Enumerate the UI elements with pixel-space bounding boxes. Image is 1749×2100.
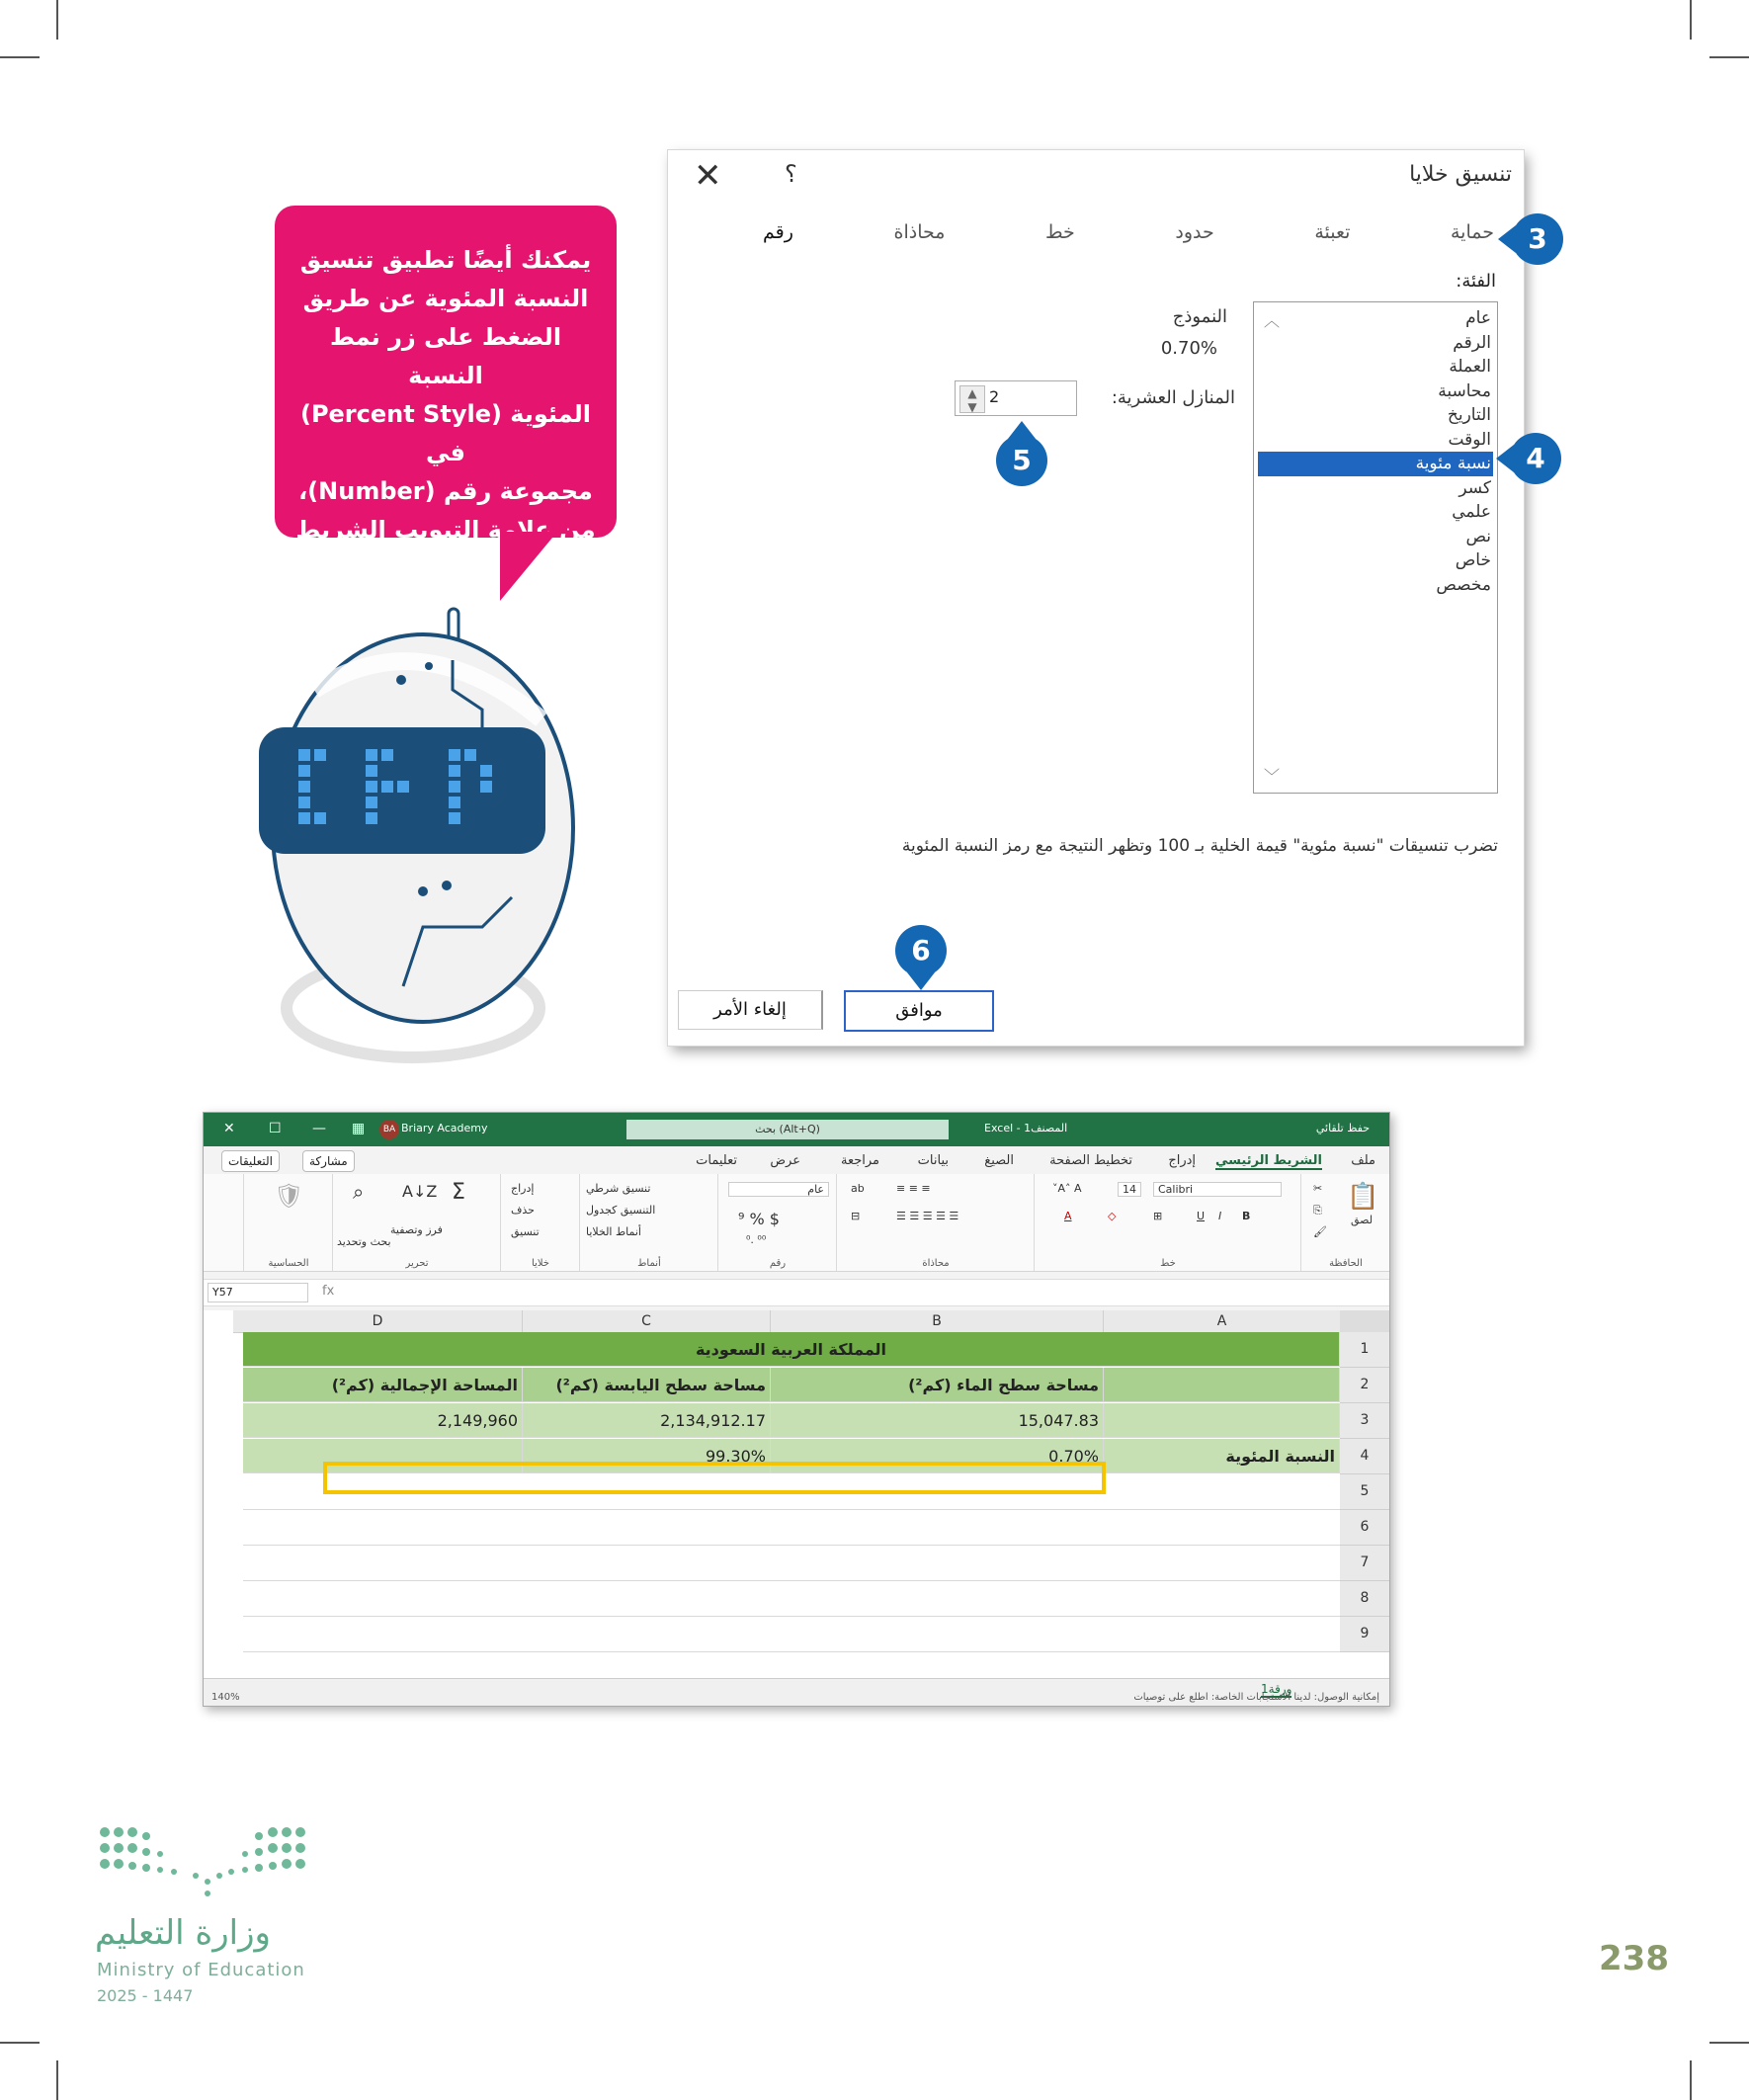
table-title-cell[interactable]: المملكة العربية السعودية — [243, 1332, 1340, 1367]
number-format-select[interactable]: عام — [728, 1182, 829, 1197]
group-label: تحرير — [405, 1258, 429, 1269]
category-item-selected[interactable]: نسبة مئوية — [1258, 452, 1493, 476]
format-painter-icon[interactable]: 🖌 — [1313, 1225, 1327, 1238]
group-label: الحساسية — [268, 1258, 309, 1269]
tab-fill[interactable]: تعبئة — [1314, 221, 1351, 243]
close-icon[interactable]: ✕ — [694, 156, 722, 196]
format-as-table-button[interactable]: التنسيق كجدول — [586, 1204, 656, 1217]
ministry-name-en: Ministry of Education — [97, 1960, 305, 1980]
cancel-button[interactable]: إلغاء الأمر — [678, 990, 823, 1030]
account-name[interactable]: Briary Academy — [401, 1122, 488, 1134]
header-cell[interactable]: المساحة الإجمالية (كم²) — [243, 1368, 523, 1402]
crop-mark — [1709, 2042, 1749, 2044]
category-item[interactable]: خاص — [1455, 550, 1491, 570]
tab-review[interactable]: مراجعة — [840, 1153, 879, 1168]
decimal-places-value: 2 — [989, 387, 1000, 406]
category-item[interactable]: التاريخ — [1447, 405, 1491, 425]
paste-label[interactable]: لصق — [1351, 1214, 1374, 1226]
tab-font[interactable]: خط — [1045, 221, 1075, 243]
academic-year: 2025 - 1447 — [97, 1986, 194, 2005]
row-header[interactable]: 3 — [1340, 1403, 1389, 1439]
sort-filter-icon[interactable]: A↓Z — [402, 1182, 438, 1201]
row-header[interactable]: 8 — [1340, 1581, 1389, 1617]
help-button[interactable]: ؟ — [785, 160, 797, 188]
group-label: أنماط — [637, 1258, 661, 1269]
step-badge-5: 5 — [996, 435, 1047, 486]
row-label-cell[interactable]: النسبة المئوية — [1104, 1439, 1340, 1473]
close-icon[interactable]: ✕ — [223, 1121, 235, 1136]
sample-value: 0.70% — [1160, 338, 1217, 359]
insert-cells-button[interactable]: إدراج — [511, 1182, 535, 1195]
paste-icon[interactable]: 📋 — [1347, 1182, 1379, 1212]
category-item[interactable]: محاسبة — [1438, 380, 1491, 401]
crop-mark — [1690, 2060, 1692, 2100]
data-cell[interactable]: 2,149,960 — [243, 1403, 523, 1438]
header-cell[interactable]: مساحة سطح اليابسة (كم²) — [523, 1368, 771, 1402]
category-item[interactable]: الرقم — [1453, 332, 1491, 353]
step-badge-3: 3 — [1512, 213, 1563, 265]
group-label: محاذاة — [922, 1258, 950, 1269]
merge-icon[interactable]: ⊟ — [851, 1210, 861, 1222]
group-label: رقم — [769, 1258, 787, 1269]
font-grow-icon[interactable]: A˄ A˅ — [1052, 1182, 1082, 1195]
tab-home[interactable]: الشريط الرئيسي — [1215, 1153, 1322, 1168]
tab-border[interactable]: حدود — [1175, 221, 1214, 243]
tab-formulas[interactable]: الصيغ — [984, 1153, 1014, 1168]
percent-cell[interactable]: 99.30% — [523, 1439, 771, 1473]
decimal-icon[interactable]: ⁰⁰ .⁰ — [746, 1233, 767, 1246]
font-name-select[interactable]: Calibri — [1153, 1182, 1282, 1197]
crop-mark — [56, 2060, 58, 2100]
tab-view[interactable]: عرض — [770, 1153, 800, 1168]
row-header[interactable]: 2 — [1340, 1368, 1389, 1403]
robot-illustration — [255, 601, 575, 1077]
excel-title-bar — [204, 1113, 1389, 1146]
tab-number[interactable]: رقم — [763, 221, 793, 243]
group-label: خلايا — [532, 1258, 549, 1269]
chevron-down-icon[interactable]: ﹀ — [1264, 767, 1281, 786]
crop-mark — [1709, 56, 1749, 58]
column-header[interactable]: D — [233, 1310, 523, 1333]
group-editing — [332, 1174, 501, 1271]
column-header[interactable]: B — [771, 1310, 1104, 1333]
ministry-name-ar: وزارة التعليم — [95, 1913, 271, 1953]
group-number — [717, 1174, 837, 1271]
group-styles — [579, 1174, 718, 1271]
tab-file[interactable]: ملف — [1351, 1153, 1375, 1168]
header-cell[interactable]: مساحة سطح الماء (كم²) — [771, 1368, 1104, 1402]
row-header[interactable]: 9 — [1340, 1617, 1389, 1652]
sheet-tab[interactable]: ورقة1 — [1261, 1682, 1292, 1696]
selection-outline — [323, 1462, 1106, 1494]
tab-help[interactable]: تعليمات — [696, 1153, 737, 1168]
avatar[interactable]: BA — [379, 1120, 399, 1139]
category-list[interactable] — [1253, 301, 1498, 794]
font-size-select[interactable]: 14 — [1118, 1182, 1141, 1197]
dialog-tabs — [753, 221, 1504, 257]
group-label: الحافظة — [1329, 1258, 1363, 1269]
group-label: خط — [1160, 1258, 1176, 1269]
search-input[interactable]: بحث (Alt+Q) — [626, 1120, 949, 1139]
category-item[interactable]: علمي — [1452, 502, 1491, 522]
italic-button[interactable]: I — [1218, 1210, 1222, 1222]
spinner-icon[interactable]: ▲ ▼ — [959, 385, 985, 413]
find-select-button[interactable]: بحث وتحديد — [337, 1235, 391, 1248]
crop-mark — [0, 2042, 40, 2044]
comments-button[interactable]: التعليقات — [221, 1150, 280, 1172]
spreadsheet-grid — [204, 1310, 1389, 1678]
borders-icon[interactable]: ⊞ — [1153, 1210, 1163, 1222]
row-header[interactable]: 1 — [1340, 1332, 1389, 1368]
group-sensitivity — [243, 1174, 333, 1271]
format-cells-button[interactable]: تنسيق — [511, 1225, 540, 1238]
crop-mark — [1690, 0, 1692, 40]
tab-data[interactable]: بيانات — [917, 1153, 949, 1168]
row-header[interactable]: 7 — [1340, 1546, 1389, 1581]
fill-color-icon[interactable]: ◇ — [1108, 1210, 1117, 1222]
tab-protection[interactable]: حماية — [1451, 221, 1494, 243]
category-item[interactable]: مخصص — [1436, 574, 1491, 595]
align-text-icon[interactable]: ☰ ☰ ☰ ☰ ☰ — [896, 1210, 959, 1222]
dialog-title: تنسيق خلايا — [1409, 162, 1512, 187]
ministry-logo-dots — [97, 1818, 308, 1899]
cell-styles-button[interactable]: أنماط الخلايا — [586, 1225, 641, 1238]
column-header[interactable]: C — [523, 1310, 771, 1333]
restore-icon[interactable]: ☐ — [269, 1121, 282, 1136]
ribbon-tabs — [204, 1146, 1389, 1174]
zoom-level[interactable]: 140% — [211, 1692, 240, 1703]
percent-style-icon[interactable]: $ % ⁹ — [738, 1210, 780, 1228]
font-color-icon[interactable]: A — [1064, 1210, 1072, 1222]
decimal-places-stepper[interactable] — [955, 380, 1077, 416]
excel-window — [203, 1112, 1390, 1707]
search-icon[interactable]: ⌕ — [353, 1180, 365, 1204]
row-header[interactable]: 5 — [1340, 1474, 1389, 1510]
column-header[interactable]: A — [1104, 1310, 1341, 1333]
page-number: 238 — [1599, 1939, 1669, 1978]
select-all-corner[interactable] — [1340, 1310, 1390, 1333]
step-badge-6: 6 — [895, 925, 947, 976]
copy-icon[interactable]: ⎘ — [1313, 1204, 1322, 1217]
cut-icon[interactable]: ✂ — [1313, 1182, 1323, 1195]
group-font — [1034, 1174, 1301, 1271]
category-item[interactable]: الوقت — [1448, 429, 1491, 450]
data-cell[interactable] — [1104, 1403, 1340, 1438]
chevron-up-icon[interactable]: ︿ — [1264, 311, 1281, 330]
share-button[interactable]: مشاركة — [302, 1150, 355, 1172]
sensitivity-icon[interactable]: 🛡 — [274, 1182, 304, 1210]
crop-mark — [56, 0, 58, 40]
percent-cell[interactable]: 0.70% — [771, 1439, 1104, 1473]
minimize-icon[interactable]: — — [312, 1121, 326, 1136]
wrap-text-icon[interactable]: ab — [851, 1182, 865, 1195]
sheet-tab-bar — [204, 1678, 1389, 1707]
category-item[interactable]: نص — [1465, 526, 1491, 546]
format-cells-dialog — [668, 150, 1524, 1046]
crop-mark — [0, 56, 40, 58]
row-header[interactable]: 4 — [1340, 1439, 1389, 1474]
ok-button[interactable]: موافق — [844, 990, 994, 1032]
decimal-places-label: المنازل العشرية: — [1111, 387, 1235, 408]
step-badge-4: 4 — [1510, 433, 1561, 484]
group-cells — [500, 1174, 580, 1271]
category-item[interactable]: العملة — [1449, 357, 1491, 377]
category-item[interactable]: كسر — [1458, 477, 1491, 498]
align-top-icon[interactable]: ≡ ≡ ≡ — [896, 1182, 931, 1195]
name-box[interactable]: Y57 — [208, 1283, 308, 1302]
delete-cells-button[interactable]: حذف — [511, 1204, 535, 1217]
category-item[interactable]: عام — [1465, 308, 1491, 328]
group-alignment — [836, 1174, 1035, 1271]
tab-alignment[interactable]: محاذاة — [893, 221, 946, 243]
bold-button[interactable]: B — [1242, 1210, 1251, 1222]
fx-icon[interactable]: fx — [322, 1284, 335, 1299]
ribbon-display-icon[interactable]: ▦ — [352, 1121, 366, 1136]
autosave-toggle[interactable]: حفظ تلقائي — [1315, 1122, 1370, 1134]
empty-rows[interactable] — [243, 1474, 1340, 1652]
ribbon — [204, 1174, 1389, 1272]
autosum-icon[interactable]: Σ — [452, 1180, 465, 1205]
data-cell[interactable]: 2,134,912.17 — [523, 1403, 771, 1438]
formula-bar — [204, 1279, 1389, 1306]
tab-page-layout[interactable]: تخطيط الصفحة — [1049, 1153, 1132, 1168]
bubble-text: يمكنك أيضًا تطبيق تنسيق النسبة المئوية عن طريق الضغط على زر نمط النسبة المئوية (Percent Style) في مجموعة رقم (Number)، من علامة التبويب الشريط الرئيسي (Home). — [295, 246, 596, 582]
group-clipboard — [1300, 1174, 1390, 1271]
status-text: إمكانية الوصول: لدينا الاستجابات الخاصة: اطلع على توصيات — [1133, 1692, 1379, 1703]
data-cell[interactable]: 15,047.83 — [771, 1403, 1104, 1438]
row-header[interactable]: 6 — [1340, 1510, 1389, 1546]
category-label: الفئة: — [1456, 271, 1496, 292]
format-description: تضرب تنسيقات "نسبة مئوية" قيمة الخلية بـ 100 وتظهر النتيجة مع رمز النسبة المئوية — [901, 836, 1498, 856]
file-name: المصنف1 - Excel — [984, 1122, 1068, 1134]
sample-label: النموذج — [1172, 306, 1227, 327]
sort-filter-button[interactable]: فرز وتصفية — [390, 1223, 443, 1236]
underline-button[interactable]: U — [1197, 1210, 1206, 1222]
tab-insert[interactable]: إدراج — [1168, 1153, 1196, 1168]
header-cell[interactable] — [1104, 1368, 1340, 1402]
speech-bubble — [275, 206, 617, 582]
conditional-formatting-button[interactable]: تنسيق شرطي — [586, 1182, 651, 1195]
